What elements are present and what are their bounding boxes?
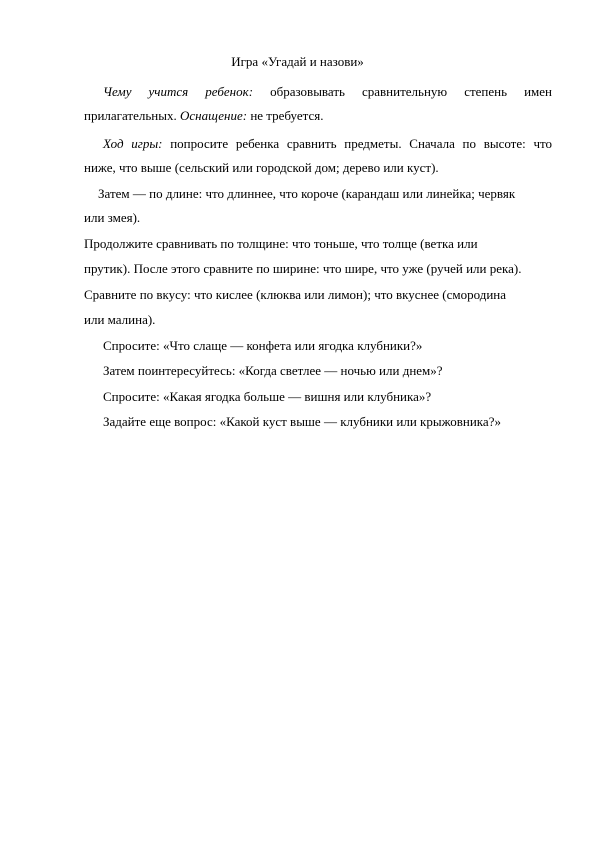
document-title: Игра «Угадай и назови» — [231, 54, 364, 69]
learning-goal-label: Чему учится ребенок: — [103, 84, 254, 99]
paragraph-game-course-line1 — [103, 136, 552, 152]
learning-goal-text: образовывать сравнительную степень имен — [253, 84, 552, 99]
question-2: Затем поинтересуйтесь: «Когда светлее — ночью или днем»? — [103, 363, 443, 378]
game-course-text: попросите ребенка сравнить предметы. Сначала по высоте: что — [162, 136, 552, 151]
paragraph-compare-line1: Продолжите сравнивать по толщине: что тоньше, что толще (ветка или — [84, 236, 478, 251]
paragraph-length-line2: или змея). — [84, 210, 141, 225]
game-course-text-cont: ниже, что выше (сельский или городской дом; дерево или куст). — [84, 160, 439, 175]
paragraph-length-line1: Затем — по длине: что длиннее, что короче (карандаш или линейка; червяк — [98, 186, 516, 201]
game-course-label: Ход игры: — [103, 136, 163, 151]
equipment-label: Оснащение: — [180, 108, 248, 123]
paragraph-compare-line2: прутик). После этого сравните по ширине: что шире, что уже (ручей или река). — [84, 261, 522, 276]
equipment-text: не требуется. — [247, 108, 324, 123]
paragraph-game-course-line2 — [84, 160, 439, 176]
question-1: Спросите: «Что слаще — конфета или ягодка клубники?» — [103, 338, 423, 353]
question-4: Задайте еще вопрос: «Какой куст выше — клубники или крыжовника?» — [103, 414, 501, 429]
learning-goal-text-cont: прилагательных. — [84, 108, 180, 123]
question-3: Спросите: «Какая ягодка больше — вишня или клубника»? — [103, 389, 432, 404]
paragraph-compare-line4: или малина). — [84, 312, 156, 327]
paragraph-learning-goal-line1 — [103, 84, 552, 100]
paragraph-learning-goal-line2 — [84, 108, 323, 124]
paragraph-compare-line3: Сравните по вкусу: что кислее (клюква или лимон); что вкуснее (смородина — [84, 287, 507, 302]
